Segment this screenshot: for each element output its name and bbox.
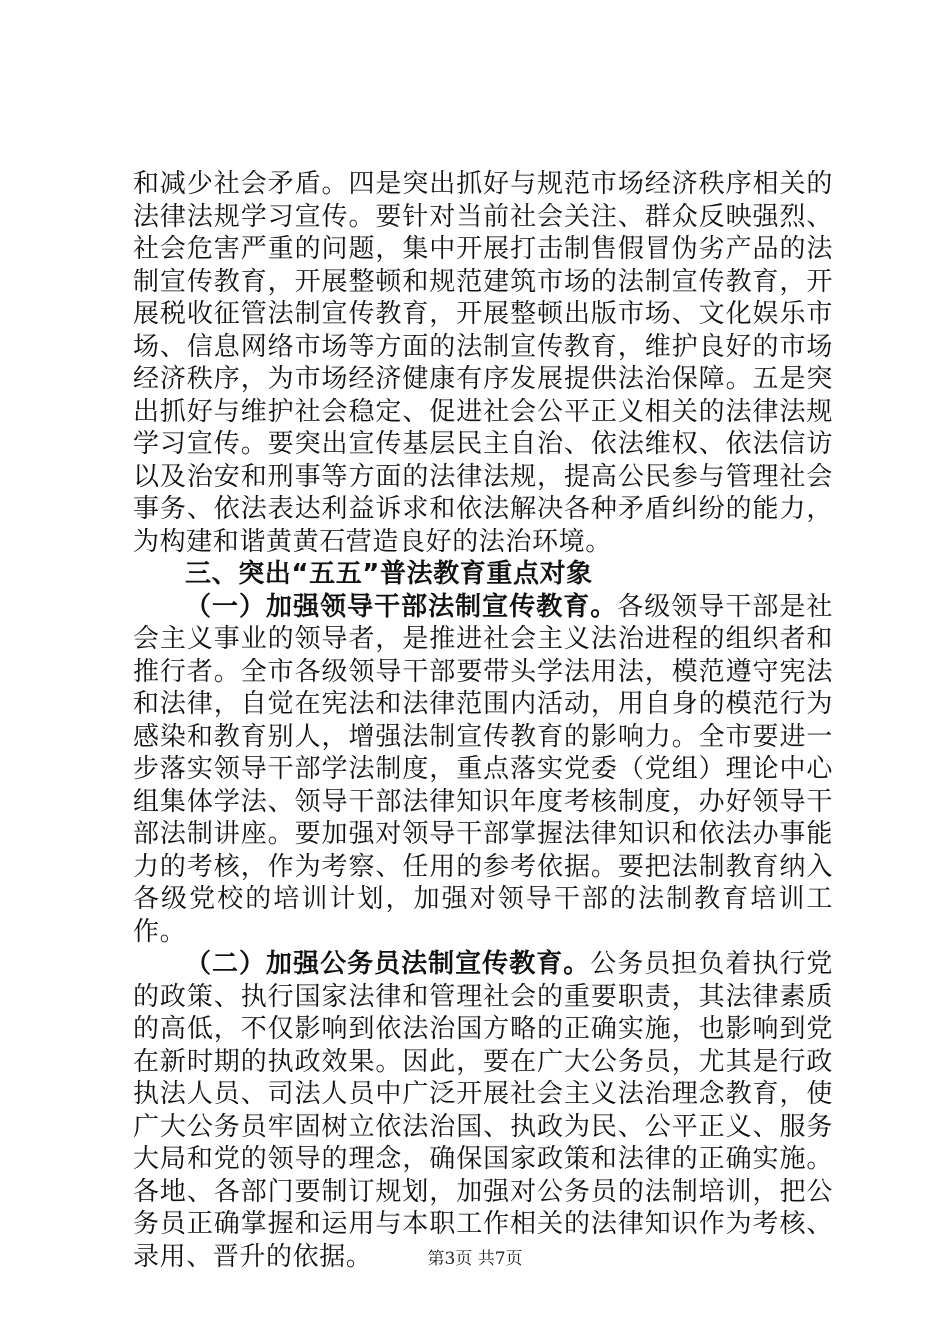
page-footer: 第3页 共7页 [427, 1249, 523, 1269]
section-heading: 三、突出“五五”普法教育重点对象 [185, 559, 593, 589]
paragraph-body-civil-servants: 公务员担负着执行党的政策、执行国家法律和管理社会的重要职责，其法律素质的高低，不仅影响到依法治国方略的正确实施，也影响到党在新时期的执政效果。因此，要在广大公务员，尤其是行政执法人员、司法人员中广泛开展社会主义法治理念教育，使广大公务员牢固树立依法治国、执政为民、公平正义、服务大局和党的领导的理念，确保国家政策和法律的正确实施。各地、各部门要制订规划，加强对公务员的法制培训，把公务员正确掌握和运用与本职工作相关的法律知识作为考核、录用、晋升的依据。 [133, 949, 833, 1272]
paragraph-civil-servants [133, 948, 833, 1273]
paragraph-leaders [133, 591, 833, 949]
paragraph-lead-leaders: （一）加强领导干部法制宣传教育。 [185, 591, 618, 622]
paragraph-lead-civil-servants: （二）加强公务员法制宣传教育。 [185, 949, 591, 979]
document-body [133, 168, 833, 1273]
paragraph-body-leaders: 各级领导干部是社会主义事业的领导者，是推进社会主义法治进程的组织者和推行者。全市各级领导干部要带头学法用法，模范遵守宪法和法律，自觉在宪法和法律范围内活动，用自身的模范行为感染和教育别人，增强法制宣传教育的影响力。全市要进一步落实领导干部学法制度，重点落实党委（党组）理论中心组集体学法、领导干部法律知识年度考核制度，办好领导干部法制讲座。要加强对领导干部掌握法律知识和依法办事能力的考核，作为考察、任用的参考依据。要把法制教育纳入各级党校的培训计划，加强对领导干部的法制教育培训工作。 [133, 591, 833, 947]
paragraph-continuation: 和减少社会矛盾。四是突出抓好与规范市场经济秩序相关的法律法规学习宣传。要针对当前社会关注、群众反映强烈、社会危害严重的问题，集中开展打击制售假冒伪劣产品的法制宣传教育，开展整顿和规范建筑市场的法制宣传教育，开展税收征管法制宣传教育，开展整顿出版市场、文化娱乐市场、信息网络市场等方面的法制宣传教育，维护良好的市场经济秩序，为市场经济健康有序发展提供法治保障。五是突出抓好与维护社会稳定、促进社会公平正义相关的法律法规学习宣传。要突出宣传基层民主自治、依法维权、依法信访以及治安和刑事等方面的法律法规，提高公民参与管理社会事务、依法表达利益诉求和依法解决各种矛盾纠纷的能力，为构建和谐黄黄石营造良好的法治环境。 [133, 169, 833, 557]
